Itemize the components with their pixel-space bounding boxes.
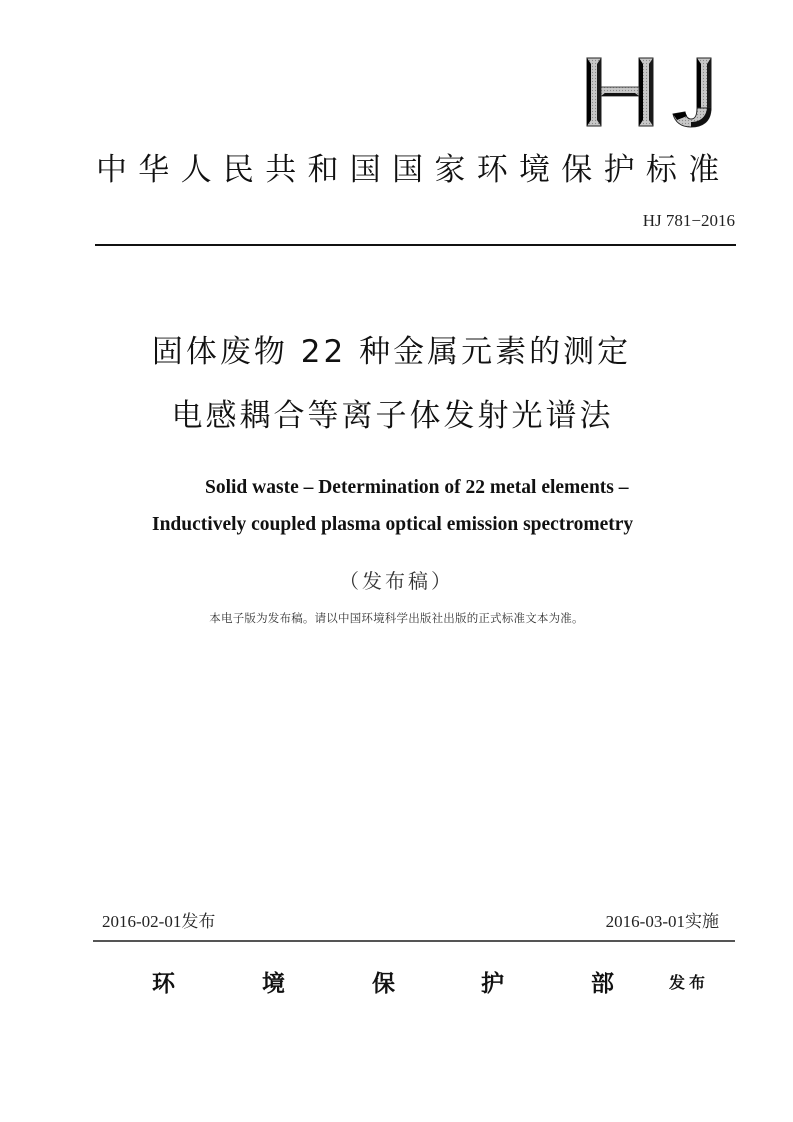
edition-notice: 本电子版为发布稿。请以中国环境科学出版社出版的正式标准文本为准。	[209, 611, 584, 625]
issuer-char-5: 部	[591, 971, 614, 997]
standard-type-title: 中华人民共和国国家环境保护标准	[96, 152, 731, 188]
standard-number: HJ 781−2016	[642, 211, 735, 230]
top-divider	[95, 244, 736, 246]
title-cn-line2: 电感耦合等离子体发射光谱法	[171, 398, 614, 434]
hj-logo	[585, 56, 720, 128]
bottom-divider	[93, 940, 735, 942]
publish-label: 发布	[669, 973, 710, 992]
hj-beveled-logo-icon	[585, 56, 720, 128]
title-en-line1: Solid waste – Determination of 22 metal elements –	[205, 477, 629, 498]
issue-date: 2016-02-01发布	[102, 912, 216, 931]
issuer-char-3: 保	[372, 971, 395, 997]
title-cn-line1: 固体废物 22 种金属元素的测定	[151, 334, 632, 370]
issuer-char-1: 环	[152, 971, 175, 997]
issuer-char-4: 护	[481, 971, 504, 997]
draft-status-label: （发布稿）	[339, 569, 454, 593]
implementation-date: 2016-03-01实施	[605, 912, 719, 931]
title-en-line2: Inductively coupled plasma optical emission spectrometry	[152, 514, 634, 535]
issuer-char-2: 境	[262, 971, 285, 997]
